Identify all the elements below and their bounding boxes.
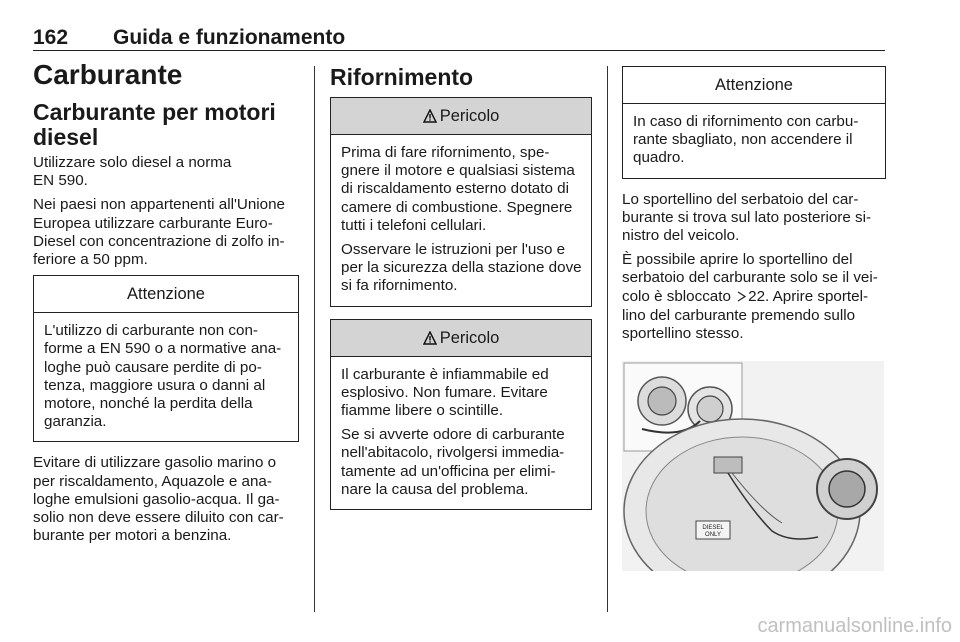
column-divider-1	[314, 66, 315, 612]
page-header	[33, 26, 885, 51]
column-divider-2	[607, 66, 608, 612]
paragraph-flap-location: Lo sportellino del serbatoio del car-burante si trova sul lato posteriore si-nistro del veicolo.	[622, 190, 872, 245]
warning-triangle-icon	[423, 100, 437, 136]
danger-title: Pericolo	[439, 328, 500, 347]
danger-box-1	[330, 97, 592, 307]
paragraph-norma: Utilizzare solo diesel a norma EN 590.	[33, 154, 232, 190]
paragraph-euro-diesel: Nei paesi non appartenenti all'Unione Europea utilizzare carburante Euro-Diesel con concentrazione di zolfo in-feriore a 50 ppm.	[33, 196, 285, 269]
column-left	[33, 58, 299, 551]
notice-box-wrong-fuel	[622, 66, 886, 179]
warning-triangle-icon	[423, 322, 437, 358]
danger-text-1: Prima di fare rifornimento, spe-gnere il motore e qualsiasi sistema di riscaldamento esterno dotato di camere di combustione. Spegnere tutti i telefoni cellulari.	[341, 144, 575, 234]
section-title: Guida e funzionamento	[113, 26, 346, 49]
page-number: 162	[33, 26, 69, 49]
danger-text-2: Osservare le istruzioni per l'uso e per la sicurezza della stazione dove si fa rifornimento.	[341, 241, 582, 295]
diesel-label: DIESEL	[702, 525, 724, 532]
notice-text: In caso di rifornimento con carbu-rante sbagliato, non accendere il quadro.	[633, 113, 859, 167]
danger-text-3: Il carburante è infiammabile ed esplosivo. Non fumare. Evitare fiamme libere o scintille.	[341, 365, 549, 420]
heading-rifornimento: Rifornimento	[330, 64, 474, 90]
chapter-heading: Carburante	[33, 59, 183, 90]
danger-title: Pericolo	[439, 107, 500, 125]
subheading-diesel: Carburante per motori diesel	[33, 99, 276, 150]
column-right	[622, 66, 886, 571]
paragraph-flap-open-text: È possibile aprire lo sportellino del serbatoio del carburante solo se il vei-colo è sbloccato	[622, 251, 878, 305]
paragraph-avoid-fuels: Evitare di utilizzare gasolio marino o per riscaldamento, Aquazole e ana-loghe emulsioni gasolio-acqua. Il ga-solio non deve essere diluito con car-burante per motori a benzina.	[33, 454, 284, 545]
column-middle	[330, 58, 592, 522]
danger-title-bar	[331, 98, 591, 135]
notice-box-diesel	[33, 275, 299, 442]
only-label: ONLY	[705, 532, 721, 539]
paragraph-flap-open-ref: 22. Aprire sportel-lino del carburante premendo sullo sportellino stesso.	[622, 287, 869, 343]
notice-title: Attenzione	[623, 67, 885, 104]
paragraph-flap-open	[622, 251, 886, 343]
notice-title: Attenzione	[34, 276, 298, 313]
danger-title-bar	[331, 320, 591, 357]
watermark: carmanualsonline.info	[757, 615, 952, 637]
danger-box-2	[330, 319, 592, 510]
danger-text-4: Se si avverte odore di carburante nell'abitacolo, rivolgersi immedia-tamente ad un'officina per elimi-nare la causa del problema.	[341, 426, 565, 498]
page-reference-icon	[737, 289, 746, 307]
notice-text: L'utilizzo di carburante non con-forme a EN 590 o a normative ana-loghe può causare perdite di po-tenza, maggiore usura o danni al motore, nonché la perdita della garanzia.	[44, 322, 282, 431]
fuel-flap-illustration	[622, 361, 884, 571]
